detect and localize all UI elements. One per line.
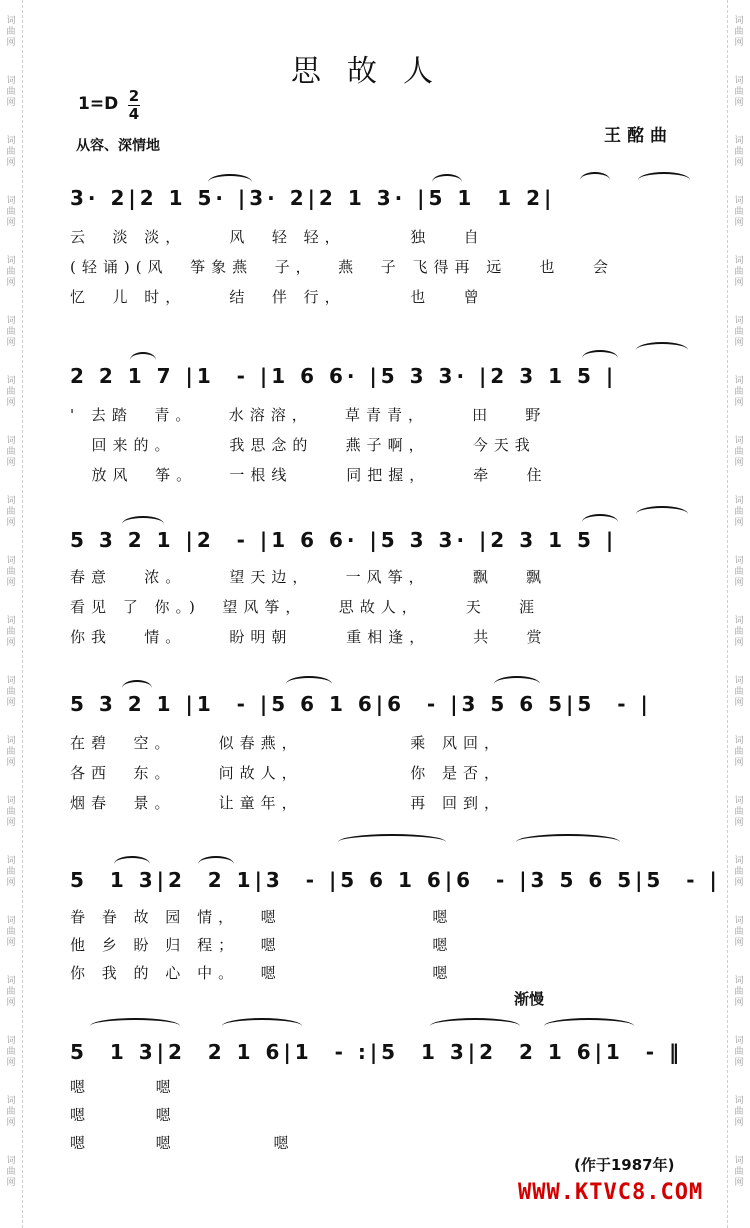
notation-line: 3· 2|2 1 5· |3· 2|2 1 3· |5 1 1 2| [70,186,556,210]
slur [338,834,446,850]
time-signature [128,88,140,123]
watermark-glyph-group [734,676,743,720]
watermark-glyph-group [6,616,15,660]
watermark-glyph: 曲 [734,747,744,757]
watermark-glyph: 词 [6,1156,16,1166]
song-title: 思故人 [291,54,459,89]
watermark-glyph: 曲 [6,747,16,757]
watermark-glyph: 词 [6,736,16,746]
watermark-glyph: 网 [734,1118,744,1128]
watermark-glyph: 曲 [6,507,16,517]
watermark-glyph: 网 [734,1058,744,1068]
watermark-glyph-group [734,616,743,660]
watermark-glyph: 词 [6,16,16,26]
slur [198,856,234,872]
watermark-glyph: 词 [6,916,16,926]
watermark-glyph: 曲 [6,807,16,817]
lyric-line: 你 我 的 心 中。 嗯 嗯 [70,964,454,982]
watermark-glyph: 网 [734,38,744,48]
watermark-glyph: 曲 [6,387,16,397]
watermark-glyph: 网 [6,398,16,408]
watermark-strip-right [727,0,750,1228]
watermark-glyph: 网 [734,758,744,768]
watermark-glyph: 曲 [6,627,16,637]
watermark-glyph: 网 [6,278,16,288]
watermark-glyph-group [734,316,743,360]
watermark-glyph: 词 [6,1036,16,1046]
slur [122,516,164,532]
watermark-glyph: 词 [6,76,16,86]
watermark-glyph-group [734,376,743,420]
watermark-glyph-group [734,136,743,180]
slur [582,514,618,530]
watermark-glyph: 网 [6,758,16,768]
slur [208,174,252,190]
watermark-glyph: 曲 [734,927,744,937]
watermark-glyph: 网 [734,878,744,888]
watermark-glyph: 曲 [734,687,744,697]
watermark-glyph: 词 [734,616,744,626]
lyric-line: 嗯 嗯 嗯 [70,1134,295,1152]
watermark-glyph: 曲 [734,987,744,997]
watermark-glyph: 词 [734,1156,744,1166]
watermark-glyph: 曲 [734,1167,744,1177]
watermark-glyph: 曲 [6,1167,16,1177]
key-signature: 1=D [78,94,119,114]
watermark-glyph: 网 [6,518,16,528]
watermark-glyph: 词 [6,556,16,566]
slur [516,834,620,850]
watermark-glyph-group [734,736,743,780]
watermark-glyph: 网 [6,578,16,588]
watermark-glyph-group [6,376,15,420]
watermark-glyph: 曲 [734,1107,744,1117]
watermark-glyph: 网 [6,818,16,828]
watermark-glyph: 词 [734,376,744,386]
watermark-glyph: 曲 [6,87,16,97]
watermark-glyph: 网 [6,638,16,648]
score-system-4 [70,684,700,814]
composer-credit: 王酩曲 [604,126,673,146]
lyric-line: 烟春 景。 让童年， 再 回到， [70,794,506,812]
watermark-glyph: 词 [734,916,744,926]
slur [114,856,150,872]
watermark-glyph: 词 [734,316,744,326]
time-signature-top: 2 [128,87,140,105]
watermark-glyph: 网 [734,698,744,708]
slur [494,676,540,692]
slur [580,172,610,188]
watermark-glyph: 曲 [734,567,744,577]
watermark-glyph: 网 [734,638,744,648]
notation-line: 5 3 2 1 |2 - |1 6 6· |5 3 3· |2 3 1 5 | [70,528,618,552]
watermark-glyph: 词 [6,436,16,446]
watermark-glyph-group [734,556,743,600]
watermark-glyph: 曲 [6,987,16,997]
watermark-glyph: 词 [734,976,744,986]
watermark-glyph-group [734,1036,743,1080]
lyric-line: (轻诵)(风 筝象燕 子， 燕 子 飞得再 远 也 会 [70,258,614,276]
watermark-glyph: 网 [734,98,744,108]
watermark-glyph: 网 [734,398,744,408]
lyric-line: 看见 了 你。) 望风筝， 思故人， 天 涯 [70,598,541,616]
watermark-glyph: 词 [734,856,744,866]
notation-line: 5 1 3|2 2 1 6|1 - :|5 1 3|2 2 1 6|1 - ‖ [70,1040,684,1064]
watermark-glyph: 网 [734,998,744,1008]
watermark-glyph-group [6,196,15,240]
score-system-6 [70,1032,700,1150]
slur [430,1018,520,1034]
watermark-glyph: 曲 [6,327,16,337]
watermark-glyph-group [6,1096,15,1140]
notation-line: 2 2 1 7 |1 - |1 6 6· |5 3 3· |2 3 1 5 | [70,364,618,388]
watermark-glyph-group [6,796,15,840]
watermark-glyph: 曲 [6,27,16,37]
lyric-line: 忆 儿 时， 结 伴 行， 也 曾 [70,288,485,306]
watermark-glyph: 词 [6,796,16,806]
watermark-glyph: 曲 [6,567,16,577]
slur [638,172,690,188]
watermark-glyph: 词 [734,796,744,806]
ritardando-marking: 渐慢 [514,990,545,1008]
notation-line: 5 3 2 1 |1 - |5 6 1 6|6 - |3 5 6 5|5 - | [70,692,652,716]
watermark-glyph: 词 [6,376,16,386]
watermark-glyph: 词 [734,196,744,206]
watermark-glyph-group [6,856,15,900]
lyric-line: 在碧 空。 似春燕， 乘 风回， [70,734,506,752]
watermark-glyph-group [6,736,15,780]
watermark-glyph: 词 [734,16,744,26]
watermark-glyph-group [6,256,15,300]
watermark-glyph: 词 [6,976,16,986]
watermark-glyph: 网 [734,458,744,468]
lyric-line: 嗯 嗯 [70,1106,177,1124]
score-system-2 [70,356,700,486]
watermark-glyph-group [6,1156,15,1200]
watermark-glyph: 词 [734,496,744,506]
watermark-glyph: 网 [6,158,16,168]
watermark-glyph: 词 [734,436,744,446]
slur [544,1018,634,1034]
watermark-glyph: 曲 [734,267,744,277]
lyric-line: 眷 眷 故 园 情， 嗯 嗯 [70,908,454,926]
watermark-glyph: 词 [6,856,16,866]
watermark-glyph: 曲 [6,207,16,217]
watermark-glyph-group [6,316,15,360]
watermark-glyph-group [6,1036,15,1080]
lyric-line: 回来的。 我思念的 燕子啊， 今天我 [70,436,536,454]
slur [432,174,462,190]
watermark-glyph: 曲 [6,267,16,277]
watermark-glyph: 网 [6,458,16,468]
watermark-glyph: 词 [734,76,744,86]
watermark-glyph: 词 [734,1036,744,1046]
time-signature-bottom: 4 [128,105,140,123]
lyric-line: 各西 东。 问故人， 你 是否， [70,764,506,782]
slur [582,350,618,366]
lyric-line: 你我 情。 盼明朝 重相逢， 共 赏 [70,628,548,646]
watermark-glyph: 曲 [6,1047,16,1057]
watermark-glyph: 网 [6,218,16,228]
watermark-glyph-group [734,916,743,960]
watermark-glyph: 曲 [6,867,16,877]
watermark-glyph: 曲 [734,327,744,337]
watermark-glyph-group [734,196,743,240]
score-system-1 [70,178,700,308]
slur [286,676,332,692]
watermark-glyph: 词 [734,1096,744,1106]
site-watermark: WWW.KTVC8.COM [518,1180,704,1205]
watermark-glyph: 曲 [734,627,744,637]
watermark-glyph-group [734,1096,743,1140]
watermark-glyph: 网 [734,158,744,168]
watermark-glyph: 词 [6,676,16,686]
watermark-glyph: 网 [734,518,744,528]
watermark-glyph: 词 [6,316,16,326]
watermark-glyph: 网 [6,1178,16,1188]
watermark-glyph: 网 [6,1058,16,1068]
watermark-glyph: 曲 [734,87,744,97]
watermark-glyph: 词 [734,556,744,566]
watermark-glyph: 曲 [6,147,16,157]
lyric-line: 放风 筝。 一根线 同把握， 牵 住 [70,466,548,484]
watermark-glyph: 网 [6,1118,16,1128]
watermark-glyph: 网 [6,98,16,108]
notation-line: 5 1 3|2 2 1|3 - |5 6 1 6|6 - |3 5 6 5|5 - | [70,868,721,892]
watermark-glyph-group [6,976,15,1020]
lyric-line: 他 乡 盼 归 程； 嗯 嗯 [70,936,454,954]
watermark-glyph-group [6,436,15,480]
watermark-glyph: 网 [6,878,16,888]
lyric-line: 云 淡 淡， 风 轻 轻， 独 自 [70,228,485,246]
watermark-glyph: 词 [6,1096,16,1106]
watermark-glyph: 网 [6,938,16,948]
watermark-glyph-group [734,976,743,1020]
watermark-glyph: 网 [734,578,744,588]
watermark-glyph: 曲 [6,1107,16,1117]
watermark-glyph: 曲 [734,387,744,397]
watermark-glyph: 曲 [6,687,16,697]
watermark-glyph: 网 [734,338,744,348]
watermark-strip-left [0,0,23,1228]
watermark-glyph-group [734,856,743,900]
watermark-glyph: 词 [6,256,16,266]
watermark-glyph: 词 [6,496,16,506]
watermark-glyph-group [6,916,15,960]
watermark-glyph: 网 [734,938,744,948]
watermark-glyph-group [6,496,15,540]
watermark-glyph: 网 [6,338,16,348]
watermark-glyph-group [6,556,15,600]
slur [636,342,688,358]
watermark-glyph: 网 [6,38,16,48]
watermark-glyph-group [734,796,743,840]
slur [636,506,688,522]
watermark-glyph: 网 [734,218,744,228]
slur [90,1018,180,1034]
watermark-glyph: 网 [734,818,744,828]
lyric-line: 春意 浓。 望天边， 一风筝， 飘 飘 [70,568,548,586]
watermark-glyph: 网 [734,278,744,288]
watermark-glyph-group [734,256,743,300]
watermark-glyph-group [6,136,15,180]
tempo-marking: 从容、深情地 [76,138,160,154]
watermark-glyph: 曲 [6,447,16,457]
watermark-glyph: 曲 [734,447,744,457]
watermark-glyph: 词 [734,676,744,686]
composition-date: (作于1987年) [574,1156,675,1174]
watermark-glyph: 词 [6,136,16,146]
slur [130,352,156,368]
score-system-3 [70,520,700,650]
slur [122,680,152,696]
watermark-glyph: 曲 [734,1047,744,1057]
watermark-glyph: 曲 [734,867,744,877]
score-system-5 [70,860,721,990]
lyric-line: 嗯 嗯 [70,1078,177,1096]
watermark-glyph: 词 [6,616,16,626]
lyric-line: ' 去踏 青。 水溶溶， 草青青， 田 野 [70,406,547,424]
watermark-glyph: 网 [6,998,16,1008]
watermark-glyph: 曲 [734,147,744,157]
watermark-glyph: 曲 [734,207,744,217]
slur [222,1018,302,1034]
watermark-glyph: 网 [6,698,16,708]
watermark-glyph-group [734,436,743,480]
watermark-glyph: 曲 [734,507,744,517]
watermark-glyph: 词 [734,136,744,146]
watermark-glyph: 词 [6,196,16,206]
watermark-glyph: 曲 [6,927,16,937]
watermark-glyph: 曲 [734,807,744,817]
watermark-glyph: 网 [734,1178,744,1188]
watermark-glyph-group [734,1156,743,1200]
watermark-glyph-group [6,676,15,720]
watermark-glyph-group [734,496,743,540]
watermark-glyph: 词 [734,736,744,746]
watermark-glyph: 曲 [734,27,744,37]
watermark-glyph: 词 [734,256,744,266]
